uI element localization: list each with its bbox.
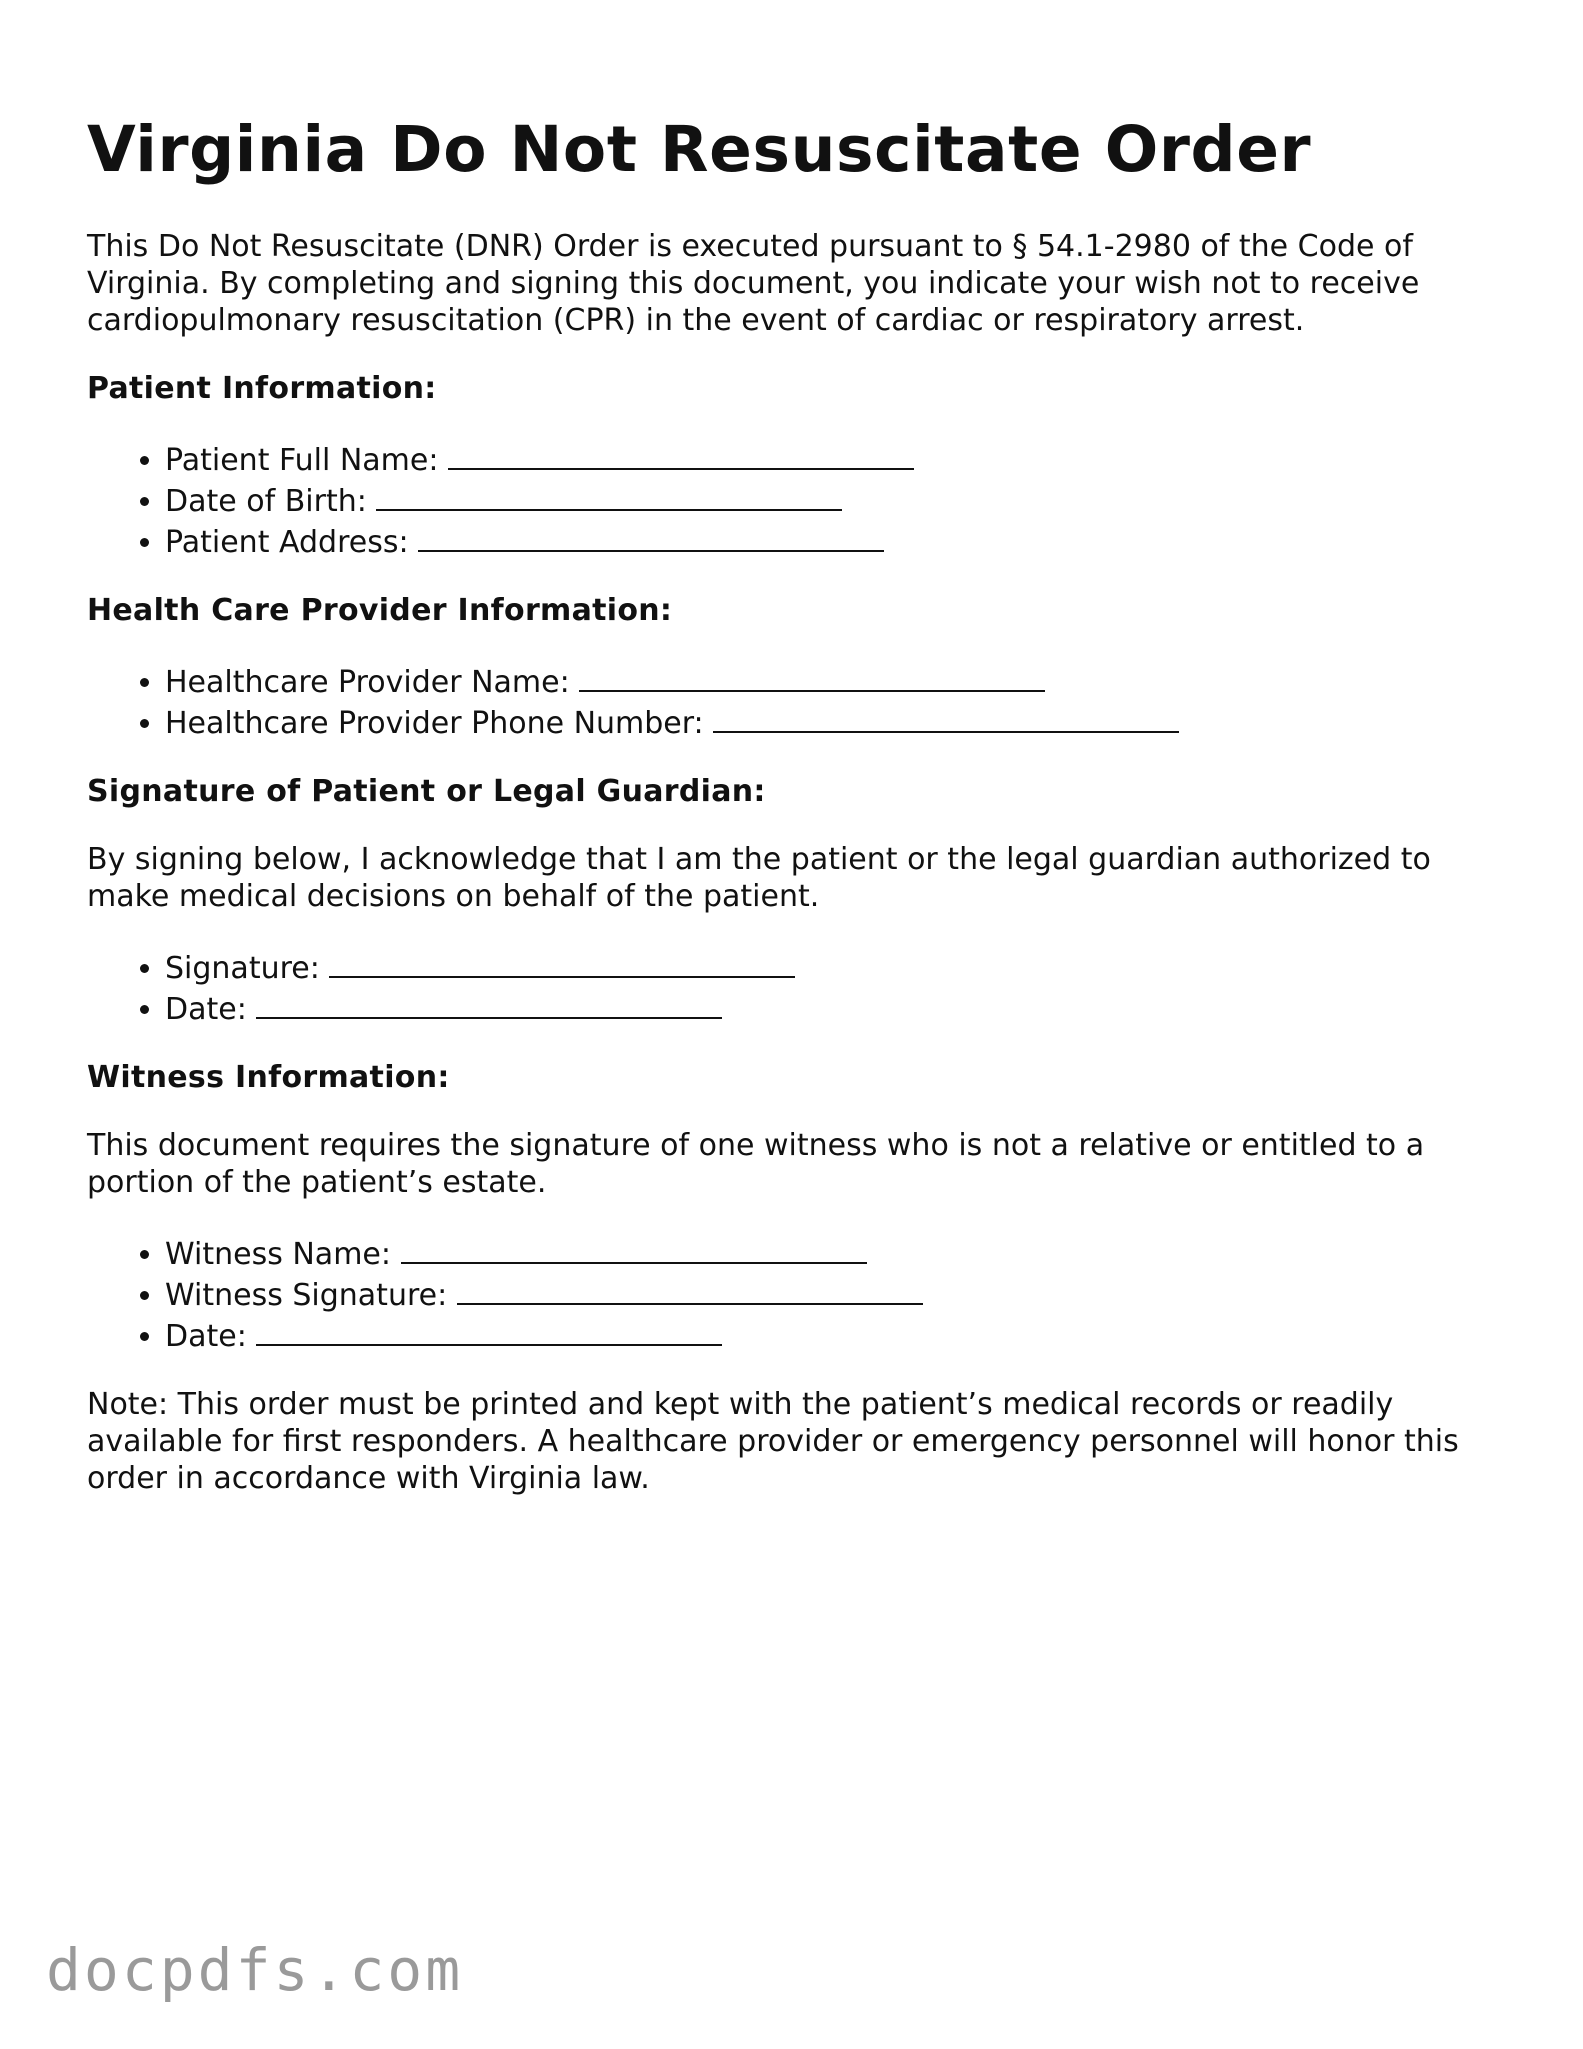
witness-signature-field[interactable] [457,1273,923,1305]
signature-date-item [165,987,1507,1028]
field-label: Witness Name: [165,1237,391,1272]
witness-name-field[interactable] [401,1232,867,1264]
intro-paragraph: This Do Not Resuscitate (DNR) Order is executed pursuant to § 54.1-2980 of the Code of Virginia. By completing and signing this document, you indicate your wish not to receive cardiopulmonary resuscitation (CPR) in the event of cardiac or respiratory arrest. [87,229,1420,338]
patient-info-heading: Patient Information: [87,371,437,406]
signature-heading: Signature of Patient or Legal Guardian: [87,774,766,809]
note-paragraph: Note: This order must be printed and kept with the patient’s medical records or readily available for first responders. A healthcare provider or emergency personnel will honor this order in accordance with Virginia law. [87,1387,1459,1496]
patient-full-name-field[interactable] [448,438,914,470]
signature-field[interactable] [329,946,795,978]
signature-list [87,946,1507,1028]
watermark: docpdfs.com [46,1936,464,2004]
field-label: Healthcare Provider Name: [165,665,570,700]
witness-info-heading: Witness Information: [87,1060,450,1095]
provider-phone-item [165,701,1507,742]
date-of-birth-item [165,479,1507,520]
witness-signature-item [165,1273,1507,1314]
field-label: Signature: [165,951,320,986]
provider-name-item [165,660,1507,701]
field-label: Date of Birth: [165,484,367,519]
provider-phone-field[interactable] [713,701,1179,733]
patient-info-list [87,438,1507,561]
provider-info-heading: Health Care Provider Information: [87,593,673,628]
document-title: Virginia Do Not Resuscitate Order [87,113,1312,186]
provider-name-field[interactable] [579,660,1045,692]
patient-address-field[interactable] [418,520,884,552]
signature-date-field[interactable] [256,987,722,1019]
witness-info-list [87,1232,1507,1355]
signature-acknowledgement: By signing below, I acknowledge that I am the patient or the legal guardian authorized to make medical decisions on behalf of the patient. [87,842,1431,914]
witness-name-item [165,1232,1507,1273]
document-body [87,228,1507,1528]
witness-date-item [165,1314,1507,1355]
field-label: Healthcare Provider Phone Number: [165,706,704,741]
witness-requirement-text: This document requires the signature of one witness who is not a relative or entitled to a portion of the patient’s estate. [87,1128,1425,1200]
field-label: Witness Signature: [165,1278,448,1313]
field-label: Date: [165,1319,247,1354]
patient-address-item [165,520,1507,561]
provider-info-list [87,660,1507,742]
date-of-birth-field[interactable] [376,479,842,511]
signature-item [165,946,1507,987]
field-label: Patient Address: [165,525,409,560]
patient-full-name-item [165,438,1507,479]
witness-date-field[interactable] [256,1314,722,1346]
field-label: Patient Full Name: [165,443,439,478]
field-label: Date: [165,992,247,1027]
